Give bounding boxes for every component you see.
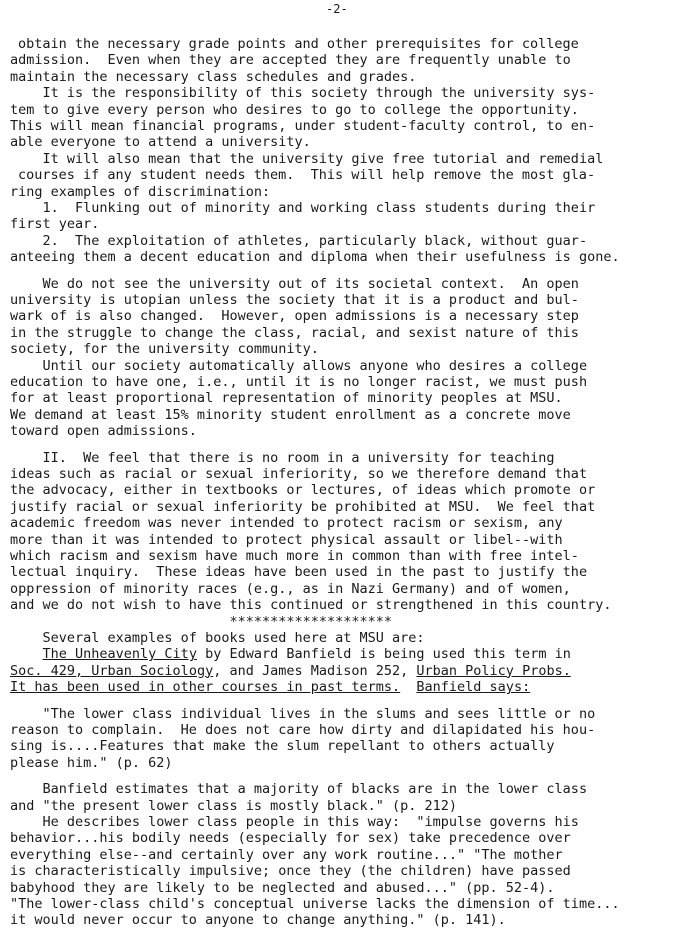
underlined-text: The Unheavenly City [42,646,197,663]
underlined-text: Banfield says: [416,679,531,696]
text-line [10,308,579,325]
text-segment: academic freedom was never intended to protect racism or sexism, any [10,515,563,532]
text-line [10,863,571,880]
text-segment: We do not see the university out of its societal context. An open [10,275,579,292]
text-segment: please him." (p. 62) [10,754,173,771]
text-line [10,597,611,614]
text-segment: anteeing them a decent education and diploma when their usefulness is gone. [10,249,620,266]
text-line [10,292,579,309]
text-line [10,646,571,663]
text-line [10,134,311,151]
text-line [10,630,425,647]
text-line [10,896,620,913]
text-line [10,706,595,723]
text-line [10,69,416,86]
text-segment: This will mean financial programs, under student-faculty control, to en- [10,118,596,134]
text-segment: university is utopian unless the society that it is a product and bul- [10,292,579,308]
text-segment: maintain the necessary class schedules and grades. [10,68,417,85]
text-segment: justify racial or sexual inferiority be prohibited at MSU. We feel that [10,498,596,515]
underlined-text: It has been used in other courses in past terms. [10,679,401,696]
text-line [10,184,270,201]
text-line [10,216,99,233]
text-segment: for at least proportional representation of minority peoples at MSU. [10,390,563,407]
text-line [10,118,595,135]
text-line [10,450,555,467]
text-line [10,722,595,739]
text-segment: oppression of minority races (e.g., as in Nazi Germany) and of women, [10,580,571,597]
text-segment: and "the present lower class is mostly black." (p. 212) [10,797,458,814]
text-segment: Several examples of books used here at MSU are: [10,630,425,646]
text-line [10,581,571,598]
text-segment: society, for the university community. [10,341,319,358]
text-line [10,407,571,424]
text-line [10,755,173,772]
text-segment: by Edward Banfield is being used this term in [196,646,571,663]
text-segment: and we do not wish to have this continued or strengthened in this country. [10,597,612,614]
text-line [10,548,579,565]
text-segment: Banfield estimates that a majority of blacks are in the lower class [10,781,588,798]
underlined-text: Urban Sociology [91,662,214,679]
text-segment: It will also mean that the university give free tutorial and remedial [10,150,604,167]
text-line [10,374,587,391]
text-line [10,564,587,581]
text-line [10,532,563,549]
underlined-text: Soc. 429, [10,662,92,679]
text-line [10,276,579,293]
text-line [18,36,579,53]
text-line [10,912,506,929]
text-segment: admission. Even when they are accepted they are frequently unable to [10,52,571,69]
text-line [10,423,197,440]
text-segment: ring examples of discrimination: [10,183,271,200]
text-segment: ideas such as racial or sexual inferiority, so we therefore demand that [10,466,588,482]
text-segment: babyhood they are likely to be neglected and abused..." (pp. 52-4). [10,879,555,896]
text-segment: courses if any student needs them. This will help remove the most gla- [18,167,596,184]
text-line [10,515,563,532]
text-line [10,358,587,375]
text-line [10,466,587,483]
text-segment: the advocacy, either in textbooks or lectures, of ideas which promote or [10,482,596,499]
text-line [10,679,530,696]
text-segment: It is the responsibility of this society through the university sys- [10,85,596,102]
text-segment: education to have one, i.e., until it is no longer racist, we must push [10,374,588,390]
text-segment: "The lower class individual lives in the slums and sees little or no [10,705,596,722]
text-line [10,249,620,266]
text-line [10,663,571,680]
text-segment: obtain the necessary grade points and other prerequisites for college [18,36,579,52]
text-line [18,167,595,184]
page-number: -2- [326,2,348,16]
text-line [10,325,579,342]
text-line [10,614,392,631]
text-line [10,200,595,217]
text-line [10,830,571,847]
text-line [10,52,571,69]
text-segment: which racism and sexism have much more in common than with free intel- [10,548,579,564]
text-line [10,233,587,250]
text-segment: , and James Madison 252, [213,662,417,679]
text-segment: first year. [10,216,100,233]
text-segment: wark of is also changed. However, open admissions is a necessary step [10,308,579,325]
text-line [10,390,563,407]
text-segment: He describes lower class people in this way: "impulse governs his [10,814,579,830]
text-line [10,341,319,358]
text-line [10,814,579,831]
text-segment: lectual inquiry. These ideas have been used in the past to justify the [10,564,588,581]
text-segment: reason to complain. He does not care how dirty and dilapidated his hou- [10,722,596,738]
text-line [10,847,563,864]
text-segment: tem to give every person who desires to go to college the opportunity. [10,101,579,118]
text-segment: We demand at least 15% minority student enrollment as a concrete move [10,406,571,423]
text-segment: ******************** [10,613,393,630]
text-segment: toward open admissions. [10,423,197,440]
text-segment: is characteristically impulsive; once they (the children) have passed [10,863,571,880]
text-segment: 1. Flunking out of minority and working class students during their [10,200,596,216]
text-segment: behavior...his bodily needs (especially for sex) take precedence over [10,830,571,847]
text-line [10,781,587,798]
text-segment [10,646,43,662]
text-line [10,102,579,119]
text-line [10,880,555,897]
text-line [10,798,457,815]
text-segment: it would never occur to anyone to change anything." (p. 141). [10,912,506,929]
text-line [10,499,595,516]
text-line [10,738,555,755]
text-segment: everything else--and certainly over any work routine..." "The mother [10,846,563,863]
underlined-text: Urban Policy Probs. [416,662,571,679]
text-segment: more than it was intended to protect physical assault or libel--with [10,531,563,548]
text-segment: able everyone to attend a university. [10,134,311,151]
text-segment: sing is....Features that make the slum repellant to others actually [10,738,555,755]
text-segment: "The lower-class child's conceptual universe lacks the dimension of time... [10,896,620,912]
text-line [10,85,595,102]
text-segment: II. We feel that there is no room in a university for teaching [10,449,555,466]
text-segment: Until our society automatically allows anyone who desires a college [10,357,588,374]
text-segment: 2. The exploitation of athletes, particularly black, without guar- [10,232,588,249]
text-line [10,482,595,499]
text-segment: in the struggle to change the class, racial, and sexist nature of this [10,324,579,341]
text-line [10,151,603,168]
text-segment [400,679,416,695]
